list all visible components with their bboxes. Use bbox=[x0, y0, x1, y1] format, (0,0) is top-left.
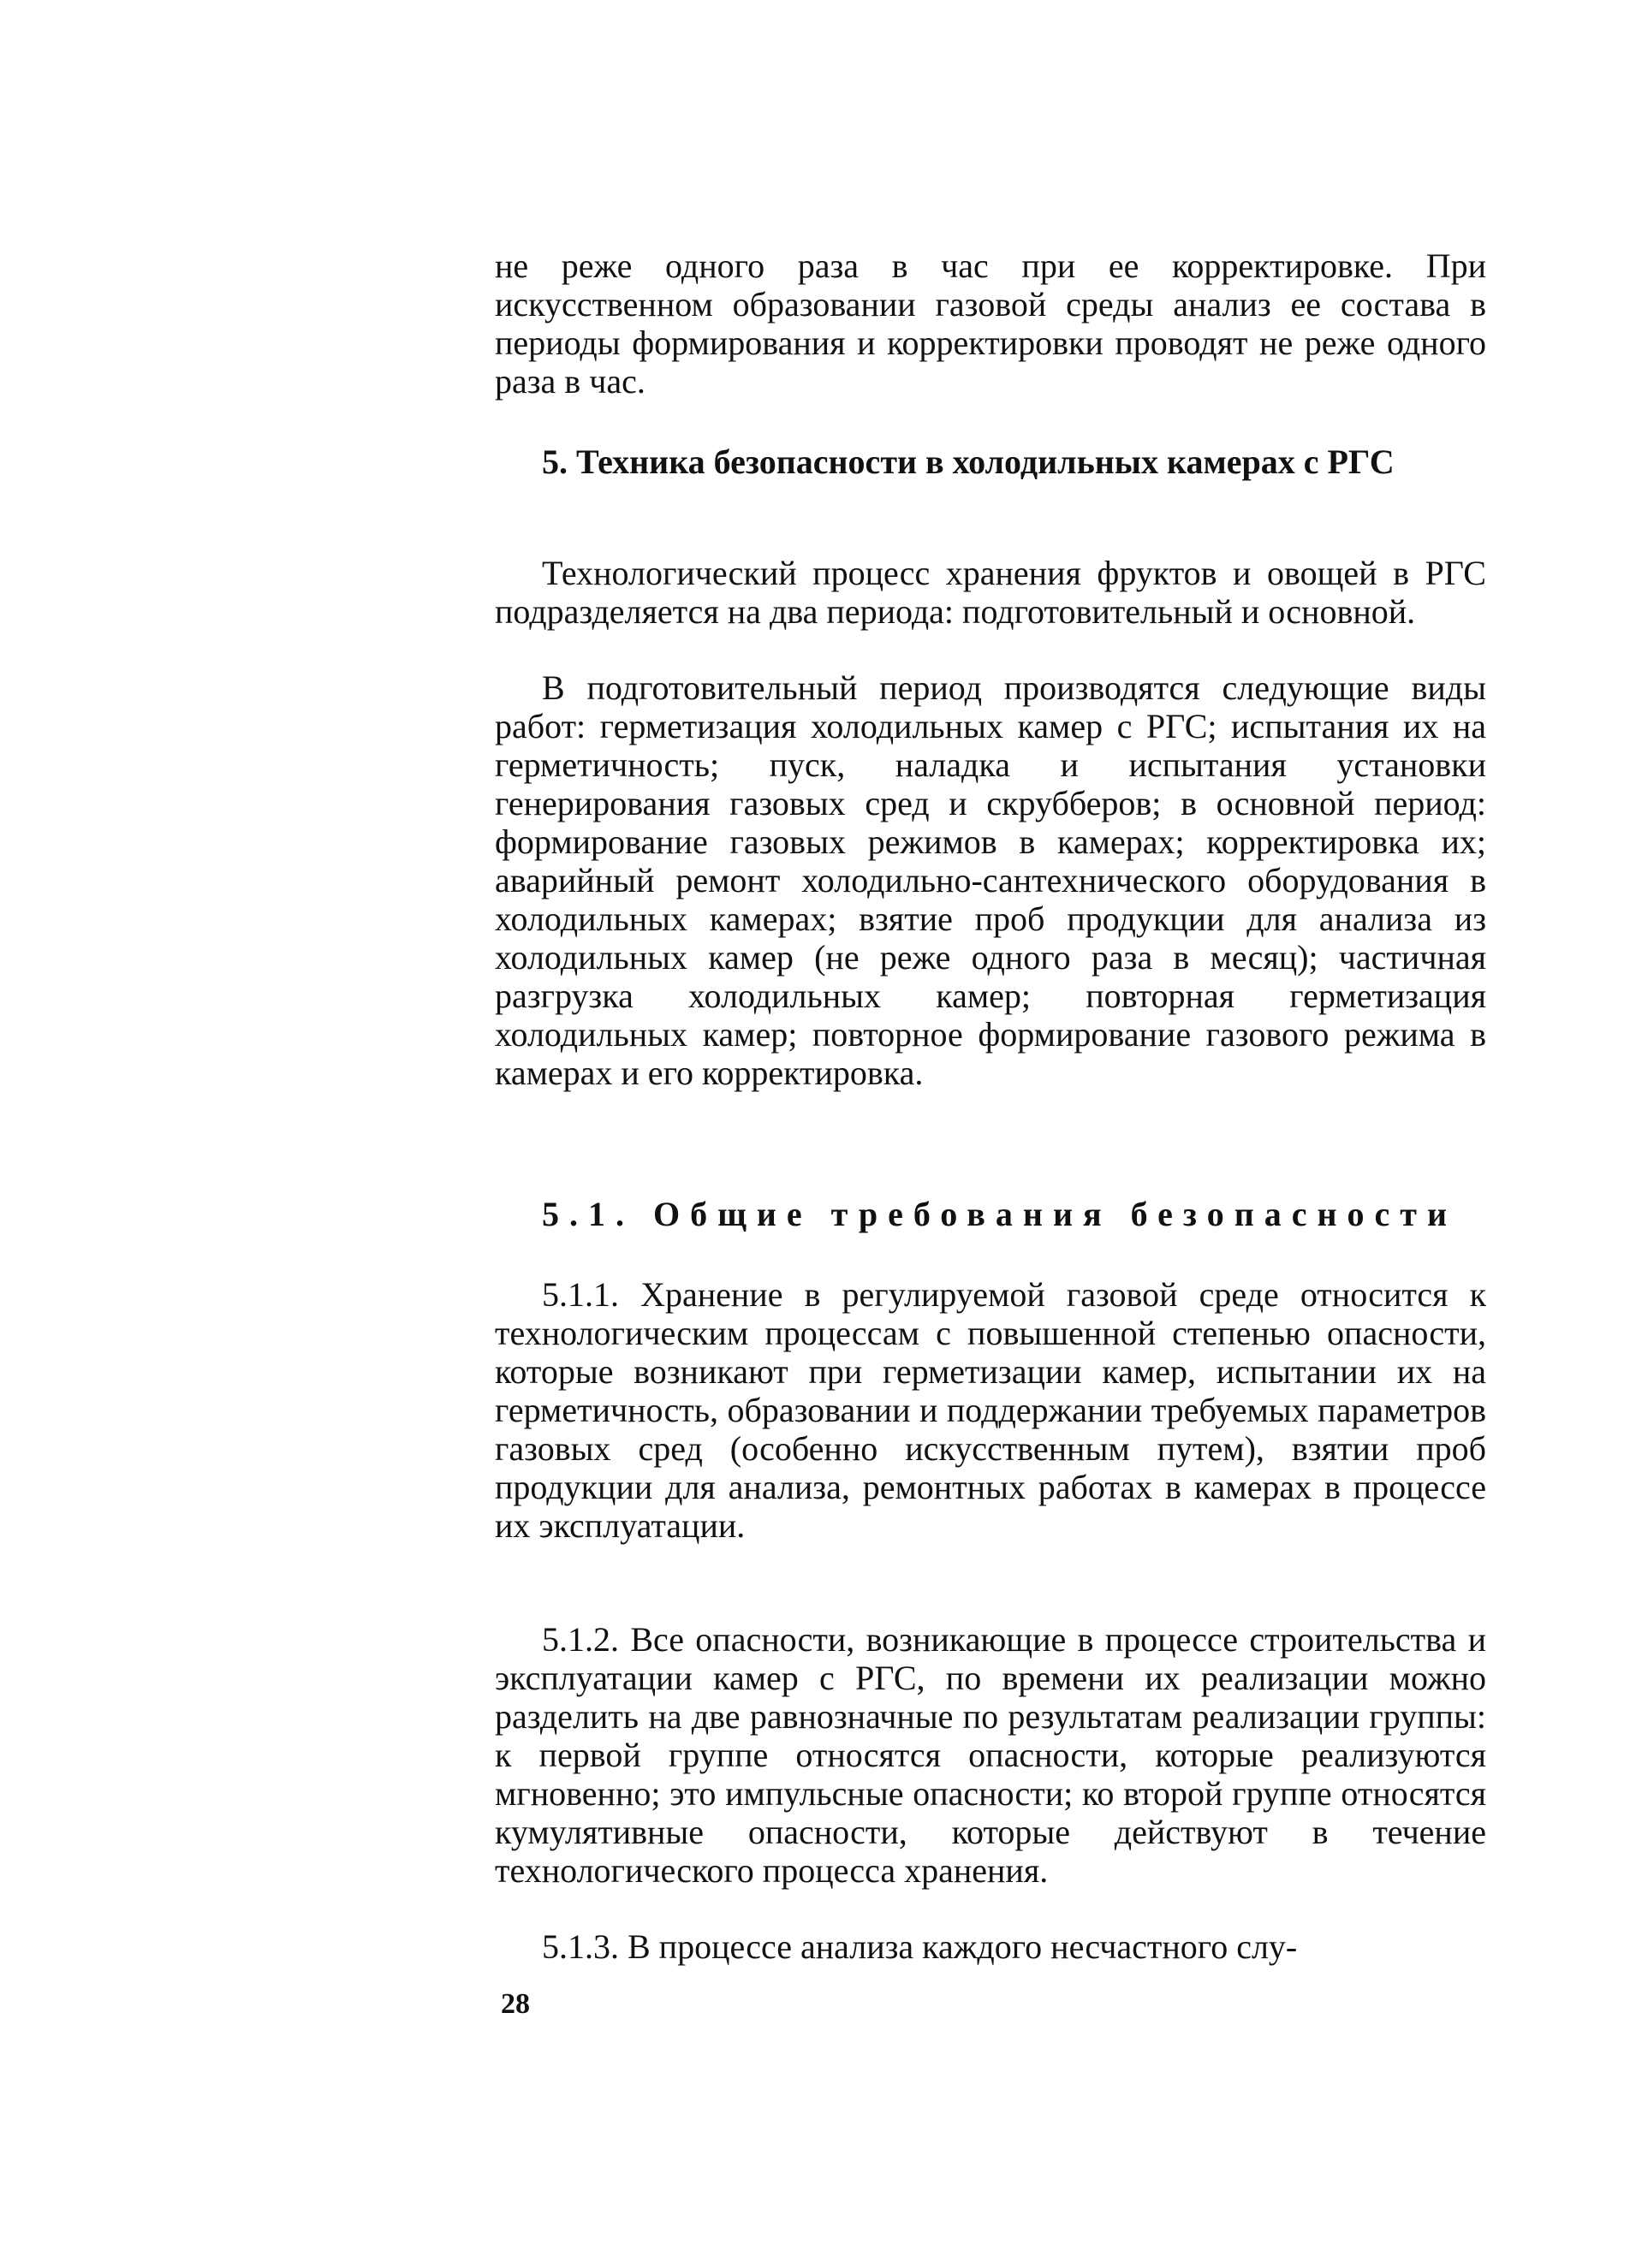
section-heading-5-text: 5. Техника безопасности в холодильных камерах с РГС bbox=[542, 442, 1395, 481]
section-heading-5 bbox=[495, 443, 1486, 481]
page-number: 28 bbox=[501, 1988, 530, 2020]
paragraph-5-1-3: 5.1.3. В процессе анализа каждого несчастного слу- bbox=[542, 1927, 1298, 1966]
paragraph-work-types: В подготовительный период производятся следующие виды работ: герметизация холодильных камер с РГС; испытания их на герметичность; пуск, наладка и испытания установки генерирования газовых сред и скрубберов; в основной период: формирование газовых режимов в камерах; корректировка их; аварийный ремонт холодильно-сантехнического оборудования в холодильных камерах; взятие проб продукции для анализа из холодильных камер (не реже одного раза в месяц); частичная разгрузка холодильных камер; повторная герметизация холодильных камер; повторное формирование газового режима в камерах и его корректировка. bbox=[495, 668, 1486, 1092]
paragraph-process-periods: Технологический процесс хранения фруктов и овощей в РГС подразделяется на два периода: подготовительный и основной. bbox=[495, 554, 1486, 631]
paragraph-continuation: не реже одного раза в час при ее корректировке. При искусственном образовании газовой среды анализ ее состава в периоды формирования и корректировки проводят не реже одного раза в час. bbox=[495, 246, 1486, 401]
section-heading-5-1: 5.1. Общие требования безопасности bbox=[542, 1195, 1457, 1233]
paragraph-5-1-1: 5.1.1. Хранение в регулируемой газовой среде относится к технологическим процессам с повышенной степенью опасности, которые возникают при герметизации камер, испытании их на герметичность, образовании и поддержании требуемых параметров газовых сред (особенно искусственным путем), взятии проб продукции для анализа, ремонтных работах в камерах в процессе их эксплуатации. bbox=[495, 1275, 1486, 1545]
paragraph-5-1-2: 5.1.2. Все опасности, возникающие в процессе строительства и эксплуатации камер с РГС, по времени их реализации можно разделить на две равнозначные по результатам реализации группы: к первой группе относятся опасности, которые реализуются мгновенно; это импульсные опасности; ко второй группе относятся кумулятивные опасности, которые действуют в течение технологического процесса хранения. bbox=[495, 1620, 1486, 1890]
